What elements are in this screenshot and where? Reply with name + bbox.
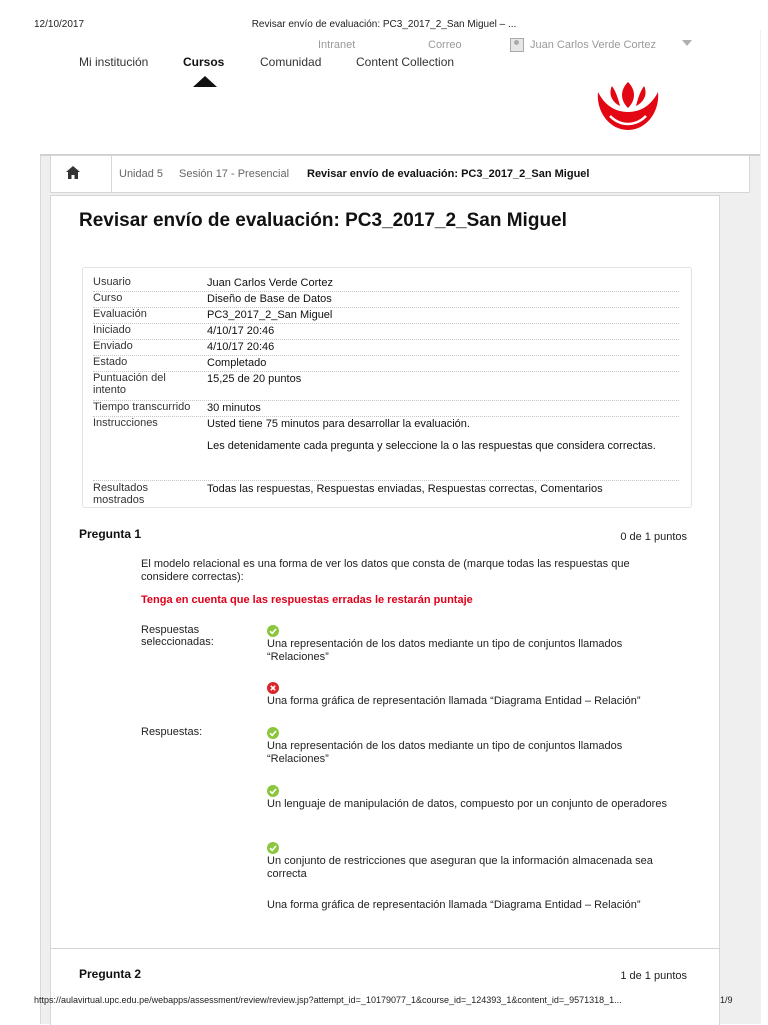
print-header [0, 0, 768, 30]
info-row-curso [93, 291, 679, 308]
question-2-title: Pregunta 2 [79, 967, 142, 981]
info-row-puntuacion [93, 371, 679, 401]
instructions-line-1: Usted tiene 75 minutos para desarrollar la evaluación. [207, 418, 470, 430]
info-label: Curso [93, 292, 123, 304]
incorrect-x-icon [267, 682, 279, 694]
info-row-evaluacion [93, 307, 679, 324]
print-document-title: Revisar envío de evaluación: PC3_2017_2_San Miguel – ... [251, 19, 517, 30]
print-date: 12/10/2017 [34, 19, 85, 30]
info-row-iniciado [93, 323, 679, 340]
chevron-down-icon[interactable] [682, 40, 692, 46]
selected-answer-text: Una forma gráfica de representación llamada “Diagrama Entidad – Relación” [267, 695, 641, 707]
answer-1 [267, 727, 677, 766]
selected-answers-label: Respuestas seleccionadas: [141, 624, 214, 648]
tab-cursos[interactable]: Cursos [183, 55, 225, 69]
question-1-text: El modelo relacional es una forma de ver los datos que consta de (marque todas las respuestas que considere correctas): [141, 558, 630, 583]
attempt-info-table [82, 267, 692, 508]
info-value: 4/10/17 20:46 [207, 341, 275, 353]
info-value: Juan Carlos Verde Cortez [207, 277, 333, 289]
answer-text: Una forma gráfica de representación llamada “Diagrama Entidad – Relación” [267, 899, 641, 911]
info-value [207, 417, 677, 461]
info-label: Estado [93, 356, 128, 368]
correct-check-icon [267, 785, 279, 797]
info-value: Diseño de Base de Datos [207, 293, 332, 305]
info-row-usuario [93, 275, 679, 292]
user-avatar-icon [510, 38, 524, 52]
info-value: 15,25 de 20 puntos [207, 373, 302, 385]
info-label: Resultados mostrados [93, 482, 149, 506]
content-panel [50, 195, 720, 1025]
info-row-resultados [93, 481, 679, 506]
user-menu[interactable] [510, 38, 656, 52]
tab-content-collection[interactable]: Content Collection [356, 55, 455, 69]
breadcrumb-sesion[interactable]: Sesión 17 - Presencial [179, 168, 290, 180]
question-divider [51, 948, 719, 949]
page-title: Revisar envío de evaluación: PC3_2017_2_San Miguel [79, 210, 567, 231]
top-navigation-bar [40, 30, 760, 156]
question-2-score: 1 de 1 puntos [620, 970, 687, 982]
info-value: PC3_2017_2_San Miguel [207, 309, 333, 321]
instructions-line-2: Les detenidamente cada pregunta y seleccione la o las respuestas que considera correctas. [207, 440, 656, 452]
print-footer [0, 992, 768, 1012]
correct-check-icon [267, 625, 279, 637]
info-value: 30 minutos [207, 402, 261, 414]
answer-3 [267, 842, 677, 881]
info-value: Todas las respuestas, Respuestas enviadas, Respuestas correctas, Comentarios [207, 483, 603, 495]
selected-answer-1 [267, 625, 677, 664]
info-value: 4/10/17 20:46 [207, 325, 275, 337]
active-tab-indicator [193, 76, 217, 87]
print-page-number: 1/9 [720, 995, 733, 1005]
answer-2 [267, 785, 677, 811]
answer-4 [267, 899, 677, 912]
selected-answer-2 [267, 682, 677, 708]
home-button[interactable] [51, 156, 112, 192]
info-label: Puntuación del intento [93, 372, 166, 396]
question-1-title: Pregunta 1 [79, 527, 142, 541]
home-icon [66, 166, 80, 179]
correct-check-icon [267, 842, 279, 854]
breadcrumb-current: Revisar envío de evaluación: PC3_2017_2_San Miguel [307, 168, 590, 180]
breadcrumb [50, 155, 750, 193]
info-row-instrucciones [93, 416, 679, 481]
print-url: https://aulavirtual.upc.edu.pe/webapps/assessment/review/review.jsp?attempt_id=_10179077_1&course_id=_124393_1&content_id=_9571318_1... [34, 995, 622, 1005]
info-value: Completado [207, 357, 267, 369]
info-row-estado [93, 355, 679, 372]
info-label: Enviado [93, 340, 133, 352]
info-label: Tiempo transcurrido [93, 401, 191, 413]
upc-logo-icon [592, 78, 664, 138]
selected-answer-text: Una representación de los datos mediante un tipo de conjuntos llamados “Relaciones” [267, 638, 623, 663]
info-row-tiempo [93, 400, 679, 417]
correct-check-icon [267, 727, 279, 739]
tab-mi-institucion[interactable]: Mi institución [79, 55, 149, 69]
answer-text: Un lenguaje de manipulación de datos, compuesto por un conjunto de operadores [267, 798, 667, 810]
question-1-score: 0 de 1 puntos [620, 531, 687, 543]
breadcrumb-unidad[interactable]: Unidad 5 [119, 168, 164, 180]
info-label: Usuario [93, 276, 131, 288]
info-label: Iniciado [93, 324, 131, 336]
intranet-link[interactable]: Intranet [318, 39, 356, 51]
answers-label: Respuestas: [141, 726, 203, 738]
answer-text: Un conjunto de restricciones que aseguran que la información almacenada sea correcta [267, 855, 653, 880]
info-label: Evaluación [93, 308, 147, 320]
correo-link[interactable]: Correo [428, 39, 462, 51]
user-name: Juan Carlos Verde Cortez [530, 39, 656, 51]
answer-text: Una representación de los datos mediante un tipo de conjuntos llamados “Relaciones” [267, 740, 623, 765]
info-row-enviado [93, 339, 679, 356]
tab-comunidad[interactable]: Comunidad [260, 55, 322, 69]
question-1-warning: Tenga en cuenta que las respuestas erradas le restarán puntaje [141, 594, 473, 606]
info-label: Instrucciones [93, 417, 158, 429]
